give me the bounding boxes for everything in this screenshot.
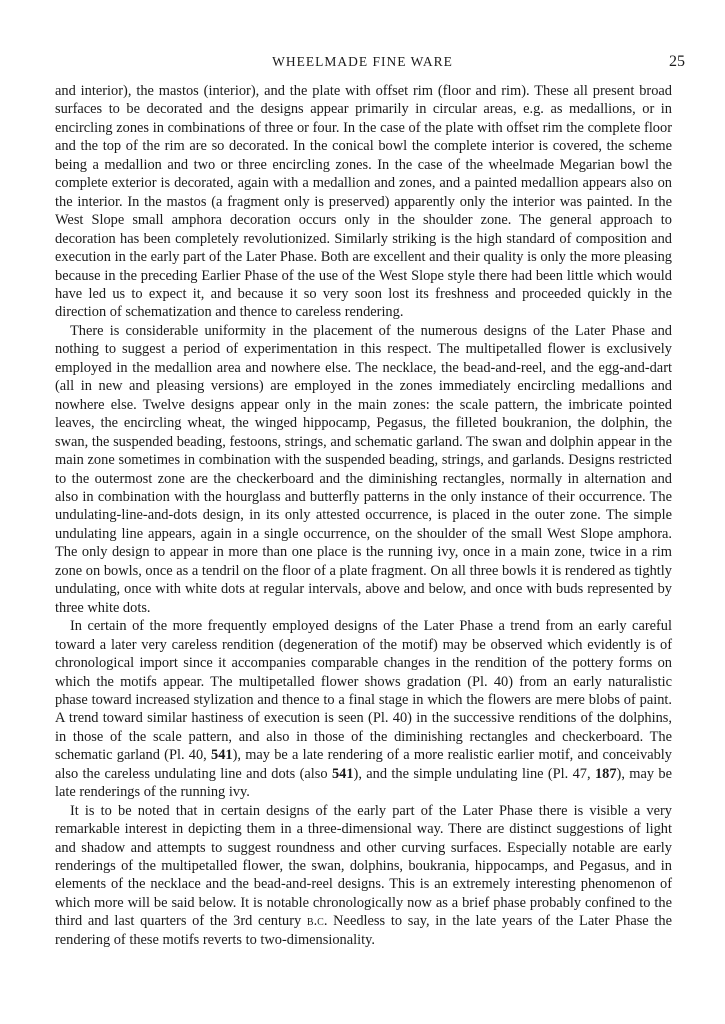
running-title: WHEELMADE FINE WARE	[272, 54, 453, 69]
page-number: 25	[669, 53, 685, 70]
body-text	[55, 82, 672, 949]
catalog-ref-187: 187	[594, 765, 617, 782]
paragraph-3-text-b: ), may be a late rendering of a more realistic earlier motif, and conceivably also the careless undulating line and dots (also	[55, 747, 672, 782]
paragraph-4-text-b: Needless to say, in the late years of the Later Phase the rendering of these motifs reverts to two-dimensionality.	[55, 913, 672, 948]
page-header	[40, 51, 685, 73]
paragraph-3	[55, 617, 672, 802]
paragraph-2: There is considerable uniformity in the placement of the numerous designs of the Later Phase and nothing to suggest a period of experimentation in this respect. The multipetalled flower is exclusively employed in the medallion area and nowhere else. The necklace, the bead-and-reel, and the egg-and-dart (all in new and pleasing versions) are employed in the zones immediately encircling medallions and nowhere else. Twelve designs appear only in the main zones: the scale pattern, the imbricate pointed leaves, the encircling wheat, the winged hippocamp, Pegasus, the filleted boukranion, the dolphin, the swan, the suspended beading, festoons, strings, and schematic garland. The swan and dolphin appear in the main zone sometimes in combination with the suspended beading, strings, and garlands. Designs restricted to the outermost zone are the checkerboard and the diminishing rectangles, normally in alternation and also in combination with the hourglass and butterfly patterns in the only instance of their occurrence. The undulating-line-and-dots design, in its only attested occurrence, is placed in the outer zone. The simple undulating line appears, again in a single occurrence, on the shoulder of the small West Slope amphora. The only design to appear in more than one place is the running ivy, once in a main zone, twice in a rim zone on bowls, once as a tendril on the floor of a plate fragment. On all three bowls it is rendered as tightly undulating, once with white dots at regular intervals, above and below, and once with buds represented by three white dots.	[55, 322, 672, 616]
paragraph-1: and interior), the mastos (interior), and the plate with offset rim (floor and rim). These all present broad surfaces to be decorated and the designs appear primarily in circular areas, e.g. as medallions, or in encircling zones in combinations of three or four. In the case of the plate with offset rim the complete floor and the top of the rim are so decorated. In the conical bowl the complete interior is covered, the scheme being a medallion and two or three encircling zones. In the case of the wheelmade Megarian bowl the complete exterior is decorated, again with a medallion and zones, and a painted medallion appears also on the interior. In the mastos (a fragment only is preserved) apparently only the interior was painted. In the West Slope small amphora decoration occurs only in the shoulder zone. The general approach to decoration has been completely revolutionized. Similarly striking is the high standard of composition and execution in the early part of the Later Phase. Both are excellent and their quality is only the more pleasing because in the preceding Earlier Phase of the use of the West Slope style there had been little which would have led us to expect it, and because it so very soon lost its freshness and proceeded quickly in the direction of schematization and thence to careless rendering.	[55, 83, 672, 321]
catalog-ref-541-a: 541	[211, 747, 233, 764]
era-abbreviation: b.c.	[306, 913, 328, 930]
paragraph-3-text-d: ), may be late renderings of the running ivy.	[55, 765, 672, 801]
paragraph-4	[55, 802, 672, 950]
paragraph-3-text-a: In certain of the more frequently employed designs of the Later Phase a trend from an early careful toward a later very careless rendition (degeneration of the motif) may be observed which evidently is of chronological import since it accompanies comparable changes in the rendition of the pottery forms on which the motifs appear. The multipetalled flower shows gradation (Pl. 40) from an early naturalistic phase toward increased stylization and thence to a final stage in which the flowers are mere blobs of paint. A trend toward similar hastiness of execution is seen (Pl. 40) in the successive renditions of the dolphins, in those of the scale pattern, and also in those of the diminishing rectangles and checkerboard. The schematic garland (Pl. 40,	[55, 618, 672, 764]
paragraph-3-text-c: ), and the simple undulating line (Pl. 47,	[353, 765, 595, 782]
catalog-ref-541-b: 541	[331, 765, 354, 782]
paragraph-4-text-a: It is to be noted that in certain designs of the early part of the Later Phase there is visible a very remarkable interest in depicting them in a three-dimensional way. There are distinct suggestions of light and shadow and attempts to suggest roundness and other curving surfaces. Especially notable are early renderings of the multipetalled flower, the swan, dolphins, boukrania, hippocamps, and Pegasus, and in elements of the necklace and the bead-and-reel designs. This is an extremely interesting phenomenon of which more will be said below. It is notable chronologically now as a brief phase probably confined to the third and last quarters of the 3rd century	[55, 802, 672, 930]
